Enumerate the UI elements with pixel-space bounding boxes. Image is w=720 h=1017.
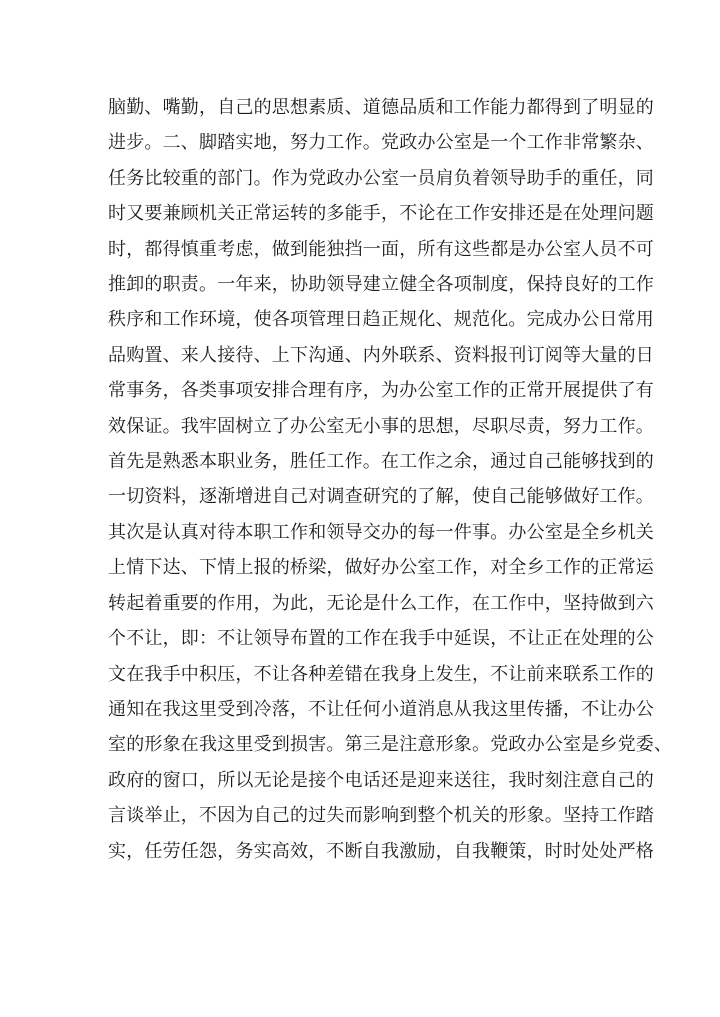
text-line: 品购置、来人接待、上下沟通、内外联系、资料报刊订阅等大量的日 <box>108 344 654 366</box>
text-line: 政府的窗口，所以无论是接个电话还是迎来送往，我时刻注意自己的 <box>108 769 654 791</box>
text-line: 其次是认真对待本职工作和领导交办的每一件事。办公室是全乡机关 <box>108 521 654 543</box>
text-line: 上情下达、下情上报的桥梁，做好办公室工作，对全乡工作的正常运 <box>108 557 654 579</box>
text-line: 效保证。我牢固树立了办公室无小事的思想，尽职尽责，努力工作。 <box>108 415 654 437</box>
text-line: 脑勤、嘴勤，自己的思想素质、道德品质和工作能力都得到了明显的 <box>108 97 654 118</box>
text-line: 时又要兼顾机关正常运转的多能手，不论在工作安排还是在处理问题 <box>108 203 654 225</box>
text-line: 一切资料，逐渐增进自己对调查研究的了解，使自己能够做好工作。 <box>108 486 654 508</box>
text-line: 时，都得慎重考虑，做到能独挡一面，所有这些都是办公室人员不可 <box>108 238 654 260</box>
text-line: 进步。二、脚踏实地，努力工作。党政办公室是一个工作非常繁杂、 <box>108 132 654 154</box>
text-line: 常事务，各类事项安排合理有序，为办公室工作的正常开展提供了有 <box>108 380 654 402</box>
text-line: 室的形象在我这里受到损害。第三是注意形象。党政办公室是乡党委、 <box>108 734 673 756</box>
text-line: 言谈举止，不因为自己的过失而影响到整个机关的形象。坚持工作踏 <box>108 805 654 827</box>
text-line: 实，任劳任怨，务实高效，不断自我激励，自我鞭策，时时处处严格 <box>108 840 654 862</box>
text-line: 推卸的职责。一年来，协助领导建立健全各项制度，保持良好的工作 <box>108 274 654 296</box>
text-line: 文在我手中积压，不让各种差错在我身上发生，不让前来联系工作的 <box>108 663 654 685</box>
text-line: 通知在我这里受到冷落，不让任何小道消息从我这里传播，不让办公 <box>108 698 654 720</box>
text-line: 个不让，即：不让领导布置的工作在我手中延误，不让正在处理的公 <box>108 628 654 650</box>
text-line: 任务比较重的部门。作为党政办公室一员肩负着领导助手的重任，同 <box>108 167 654 189</box>
text-line: 转起着重要的作用，为此，无论是什么工作，在工作中，坚持做到六 <box>108 592 654 614</box>
text-line: 秩序和工作环境，使各项管理日趋正规化、规范化。完成办公日常用 <box>108 309 654 331</box>
body-text <box>108 90 673 869</box>
text-line: 首先是熟悉本职业务，胜任工作。在工作之余，通过自己能够找到的 <box>108 451 654 473</box>
